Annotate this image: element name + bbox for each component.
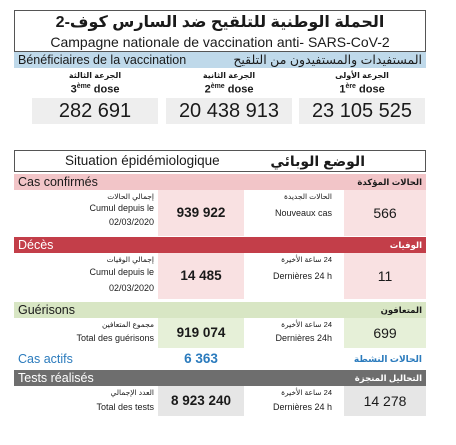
tests-new-label-ar: 24 ساعة الأخيرة: [281, 388, 332, 397]
confirmed-cum-value: 939 922: [158, 190, 244, 236]
deaths-cum-label-fr2: 02/03/2020: [108, 283, 154, 293]
epi-title-ar: الوضع الوبائي: [270, 153, 365, 169]
active-label-ar: الحالات النشطة: [353, 354, 422, 364]
confirmed-new-value: 566: [344, 190, 426, 236]
dose1-label-fr: 1ère dose: [339, 83, 385, 96]
vaccination-title-ar: الحملة الوطنية للتلقيح ضد السارس كوف-2: [55, 14, 385, 31]
recovered-new-value: 699: [344, 318, 426, 348]
epi-title-fr: Situation épidémiologique: [65, 153, 220, 168]
recovered-label-fr: Guérisons: [18, 303, 75, 317]
epi-header: [14, 150, 426, 172]
beneficiaries-label-fr: Bénéficiaires de la vaccination: [18, 53, 187, 67]
active-label-fr: Cas actifs: [18, 352, 73, 366]
dose3-label-ar: الجرعة الثالثة: [68, 71, 122, 80]
tests-new-label-fr: Dernières 24 h: [272, 402, 332, 412]
confirmed-cum-label-fr1: Cumul depuis le: [89, 203, 154, 213]
tests-cum-label-fr: Total des tests: [96, 402, 154, 412]
confirmed-bar: [14, 174, 426, 190]
deaths-new-label-fr: Dernières 24 h: [272, 271, 332, 281]
deaths-label-fr: Décès: [18, 238, 54, 252]
recovered-new-label-ar: 24 ساعة الأخيرة: [281, 320, 332, 329]
dose3-label-fr: 3ème dose: [70, 83, 120, 96]
deaths-cum-label-ar: إجمالي الوفيات: [106, 255, 154, 264]
tests-cum-value: 8 923 240: [158, 386, 244, 416]
confirmed-new-label-ar: الحالات الجديدة: [283, 192, 332, 201]
confirmed-cum-label-ar: إجمالي الحالات: [107, 192, 154, 201]
recovered-body: [14, 318, 426, 348]
confirmed-label-fr: Cas confirmés: [18, 175, 98, 189]
confirmed-new-label-fr: Nouveaux cas: [274, 208, 332, 218]
tests-label-fr: Tests réalisés: [18, 371, 94, 385]
dose1-value: 23 105 525: [299, 98, 425, 124]
dose1-label-ar: الجرعة الأولى: [335, 71, 389, 80]
tests-new-value: 14 278: [344, 386, 426, 416]
beneficiaries-bar: [14, 52, 426, 68]
dose2-value: 20 438 913: [166, 98, 292, 124]
deaths-label-ar: الوفيات: [389, 240, 422, 250]
dose2-label-ar: الجرعة الثانية: [202, 71, 256, 80]
dose2-label-fr: 2ème dose: [204, 83, 254, 96]
tests-body: [14, 386, 426, 416]
deaths-new-label-ar: 24 ساعة الأخيرة: [281, 255, 332, 264]
active-row: [14, 351, 426, 367]
confirmed-cum-label-fr2: 02/03/2020: [108, 217, 154, 227]
deaths-new-value: 11: [344, 253, 426, 299]
confirmed-body: [14, 190, 426, 236]
active-value: 6 363: [184, 351, 218, 366]
recovered-label-ar: المتعافون: [380, 305, 422, 315]
recovered-cum-label-ar: مجموع المتعافين: [101, 320, 154, 329]
beneficiaries-label-ar: المستفيدات والمستفيدون من التلقيح: [233, 53, 422, 67]
deaths-cum-value: 14 485: [158, 253, 244, 299]
recovered-new-label-fr: Dernières 24h: [275, 333, 332, 343]
deaths-bar: [14, 237, 426, 253]
vaccination-title-fr: Campagne nationale de vaccination anti- SARS-CoV-2: [50, 34, 390, 50]
tests-label-ar: التحاليل المنجزة: [354, 373, 422, 383]
tests-bar: [14, 370, 426, 386]
confirmed-label-ar: الحالات المؤكدة: [357, 177, 422, 187]
tests-cum-label-ar: العدد الإجمالي: [110, 388, 154, 397]
vaccination-header: [14, 10, 426, 52]
deaths-body: [14, 253, 426, 299]
recovered-cum-value: 919 074: [158, 318, 244, 348]
dose3-value: 282 691: [32, 98, 158, 124]
deaths-cum-label-fr1: Cumul depuis le: [89, 267, 154, 277]
recovered-cum-label-fr: Total des guérisons: [76, 333, 154, 343]
recovered-bar: [14, 302, 426, 318]
